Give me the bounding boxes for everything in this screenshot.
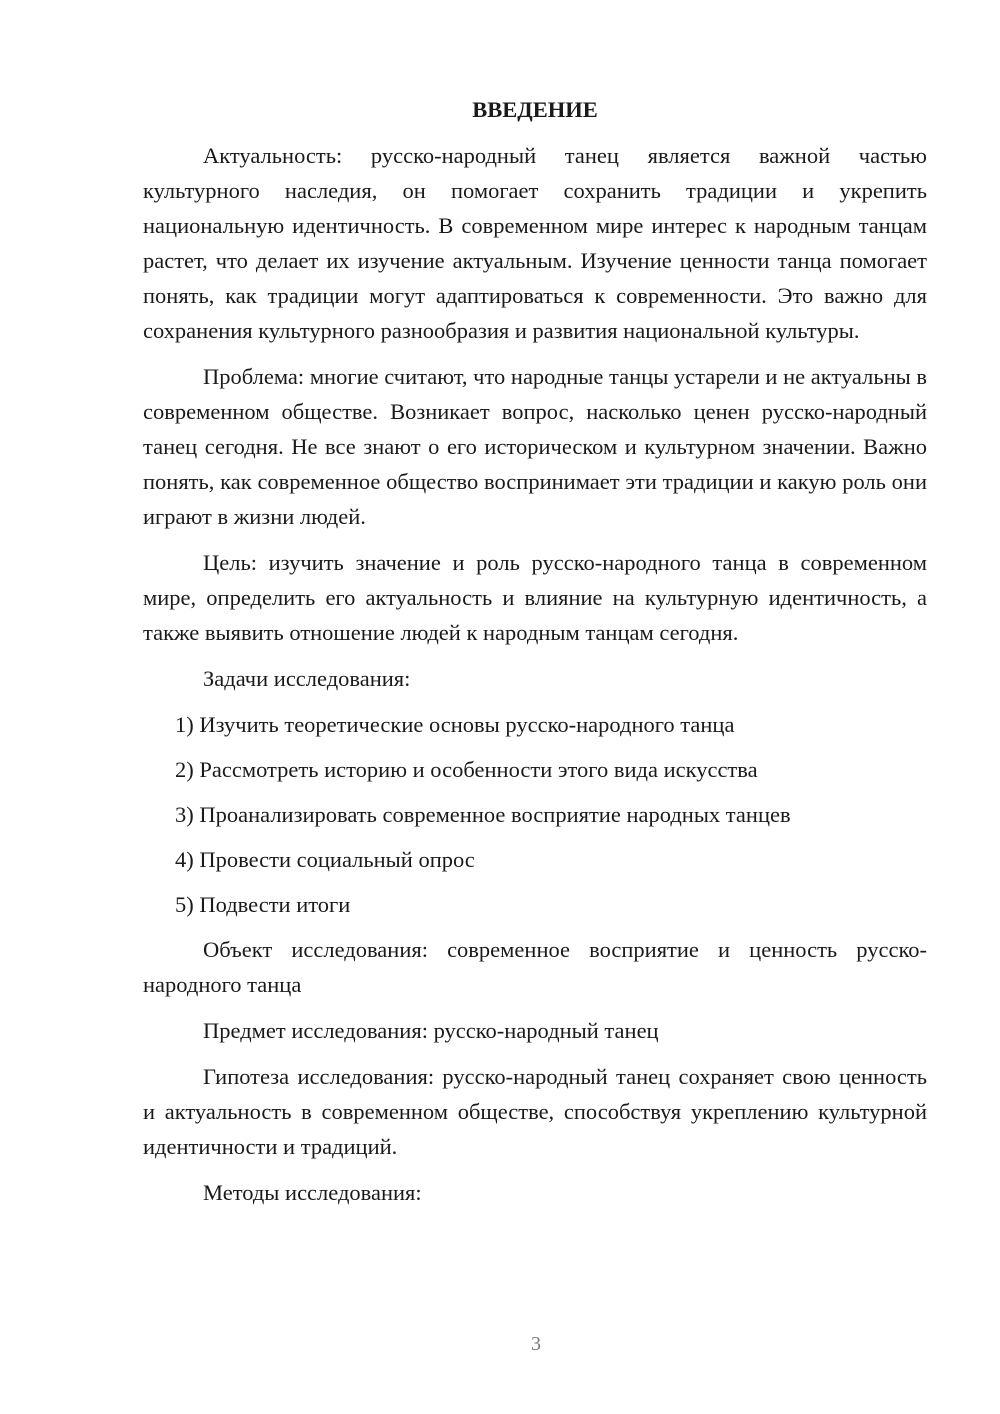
- subject-paragraph: Предмет исследования: русско-народный танец: [203, 1018, 659, 1043]
- methods-heading: Методы исследования:: [203, 1180, 422, 1205]
- relevance-paragraph: Актуальность: русско-народный танец является важной частью культурного наследия, он помогает сохранить традиции и укрепить национальную идентичность. В современном мире интерес к народным танцам растет, что делает их изучение актуальным. Изучение ценности танца помогает понять, как традиции могут адаптироваться к современности. Это важно для сохранения культурного разнообразия и развития национальной культуры.: [143, 143, 927, 343]
- goal-paragraph: Цель: изучить значение и роль русско-народного танца в современном мире, определить его актуальность и влияние на культурную идентичность, а также выявить отношение людей к народным танцам сегодня.: [143, 550, 927, 645]
- list-item: 1) Изучить теоретические основы русско-народного танца: [175, 712, 735, 737]
- page-title: ВВЕДЕНИЕ: [472, 97, 598, 122]
- tasks-heading: Задачи исследования:: [203, 666, 411, 691]
- tasks-list: [143, 707, 927, 922]
- list-item: 5) Подвести итоги: [175, 892, 351, 917]
- problem-paragraph: Проблема: многие считают, что народные танцы устарели и не актуальны в современном обществе. Возникает вопрос, насколько ценен русско-народный танец сегодня. Не все знают о его историческом и культурном значении. Важно понять, как современное общество воспринимает эти традиции и какую роль они играют в жизни людей.: [143, 364, 927, 529]
- document-page: [143, 92, 927, 1221]
- list-item: 3) Проанализировать современное восприятие народных танцев: [175, 802, 791, 827]
- list-item: 4) Провести социальный опрос: [175, 847, 475, 872]
- page-number: 3: [531, 1333, 541, 1355]
- hypothesis-paragraph: Гипотеза исследования: русско-народный танец сохраняет свою ценность и актуальность в современном обществе, способствуя укреплению культурной идентичности и традиций.: [143, 1064, 927, 1159]
- list-item: 2) Рассмотреть историю и особенности этого вида искусства: [175, 757, 758, 782]
- object-paragraph: Объект исследования: современное восприятие и ценность русско-народного танца: [143, 937, 927, 997]
